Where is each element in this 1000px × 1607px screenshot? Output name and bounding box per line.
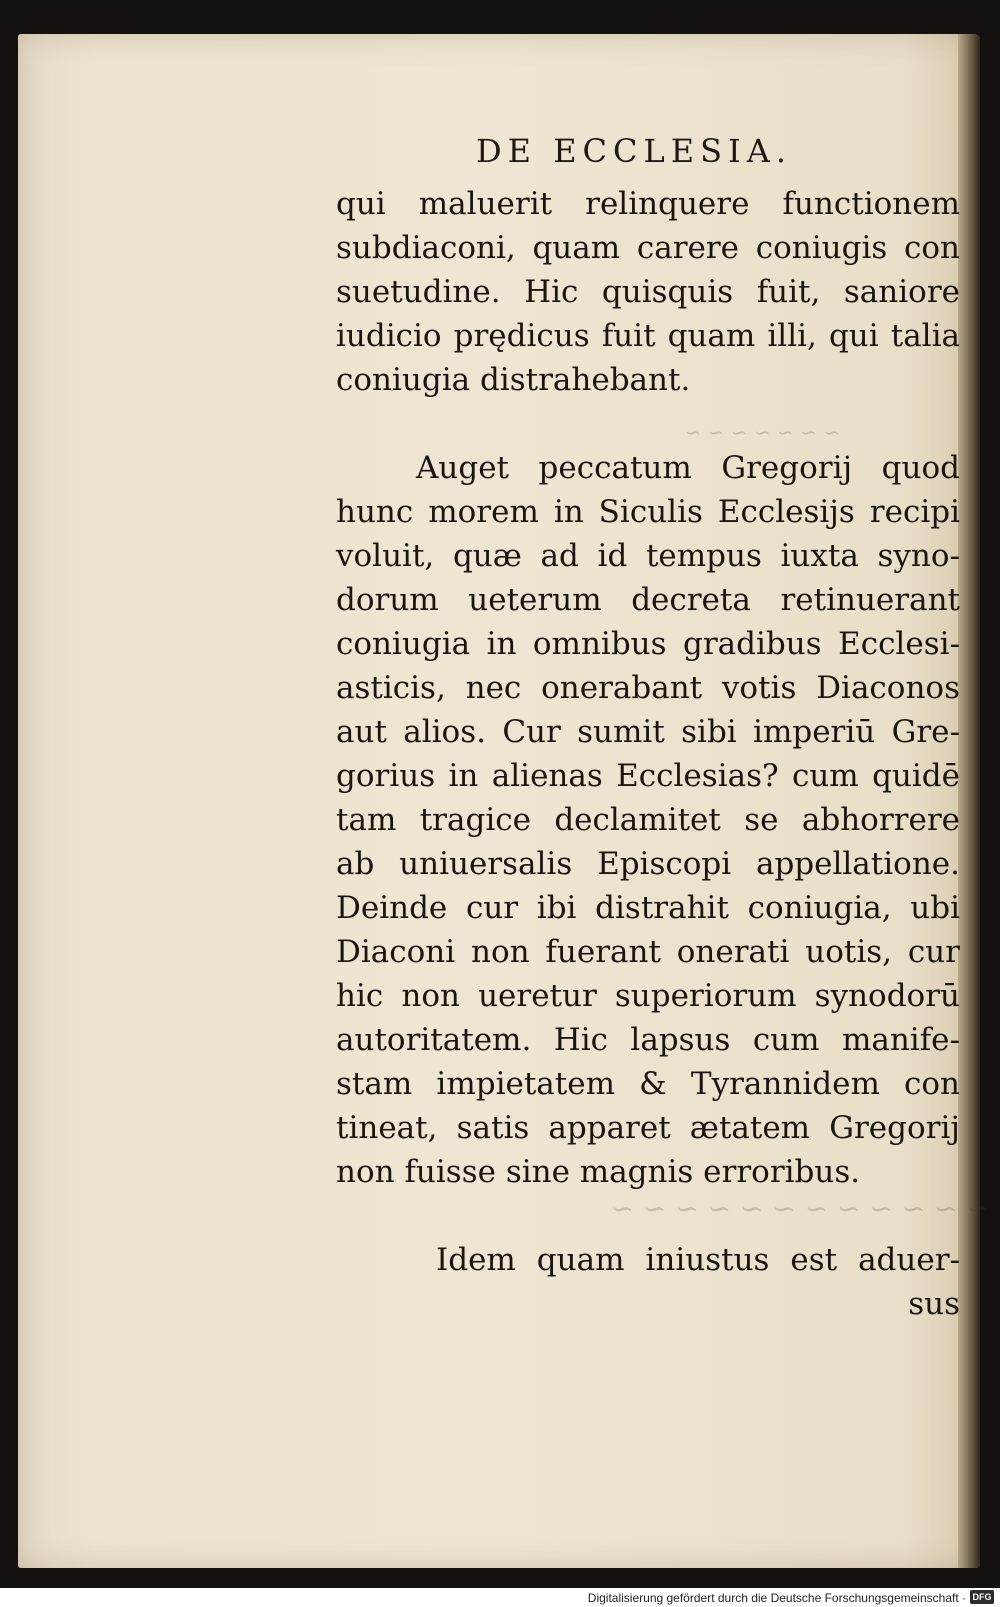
- text-line: Deinde cur ibi distrahit coniugia, ubi: [336, 890, 960, 926]
- catchword: sus: [908, 1286, 960, 1322]
- text-line: non fuisse sine magnis erroribus.: [336, 1154, 861, 1190]
- text-line: suetudine. Hic quisquis fuit, saniore: [336, 274, 960, 310]
- text-line: coniugia distrahebant.: [336, 362, 691, 398]
- text-line: Idem quam iniustus est aduer-: [436, 1242, 960, 1278]
- text-line: iudicio prędicus fuit quam illi, qui talia: [336, 318, 960, 354]
- text-line: stam impietatem & Tyrannidem con: [336, 1066, 960, 1102]
- bleed-through-ghost-text: ~ ~ ~ ~ ~ ~ ~: [684, 420, 840, 444]
- text-line: tam tragice declamitet se abhorrere: [336, 802, 960, 838]
- text-line: hic non ueretur superiorum synodorū: [336, 978, 960, 1014]
- page-text: [336, 182, 960, 1326]
- text-line: ab uniuersalis Episcopi appellatione.: [336, 846, 960, 882]
- paragraph-gap: [336, 1194, 960, 1238]
- text-line: Diaconi non fuerant onerati uotis, cur: [336, 934, 960, 970]
- paragraph-2: [336, 446, 960, 1194]
- text-line: subdiaconi, quam carere coniugis con: [336, 230, 960, 266]
- text-line: aut alios. Cur sumit sibi imperiū Gre-: [336, 714, 960, 750]
- text-line: hunc morem in Siculis Ecclesijs recipi: [336, 494, 960, 530]
- text-line: voluit, quæ ad id tempus iuxta syno-: [336, 538, 960, 574]
- paragraph-1: [336, 182, 960, 402]
- running-head: DE ECCLESIA.: [476, 132, 792, 170]
- funding-credit: Digitalisierung gefördert durch die Deutsche Forschungsgemeinschaft ·: [587, 1591, 966, 1605]
- text-line: asticis, nec onerabant votis Diaconos: [336, 670, 960, 706]
- page-binding-edge: [958, 34, 980, 1568]
- text-line: Auget peccatum Gregorij quod: [416, 450, 960, 486]
- dfg-logo: DFG: [970, 1590, 994, 1604]
- paragraph-gap: [336, 402, 960, 446]
- paragraph-3: [336, 1238, 960, 1326]
- text-line: gorius in alienas Ecclesias? cum quidē: [336, 758, 960, 794]
- text-line: autoritatem. Hic lapsus cum manife-: [336, 1022, 960, 1058]
- bleed-through-ghost-text: ~ ~ ~ ~ ~ ~ ~ ~ ~ ~ ~ ~: [610, 1192, 990, 1225]
- text-line: coniugia in omnibus gradibus Ecclesi-: [336, 626, 960, 662]
- text-line: dorum ueterum decreta retinuerant: [336, 582, 960, 618]
- text-line: qui maluerit relinquere functionem: [336, 186, 960, 222]
- text-line: tineat, satis apparet ætatem Gregorij: [336, 1110, 960, 1146]
